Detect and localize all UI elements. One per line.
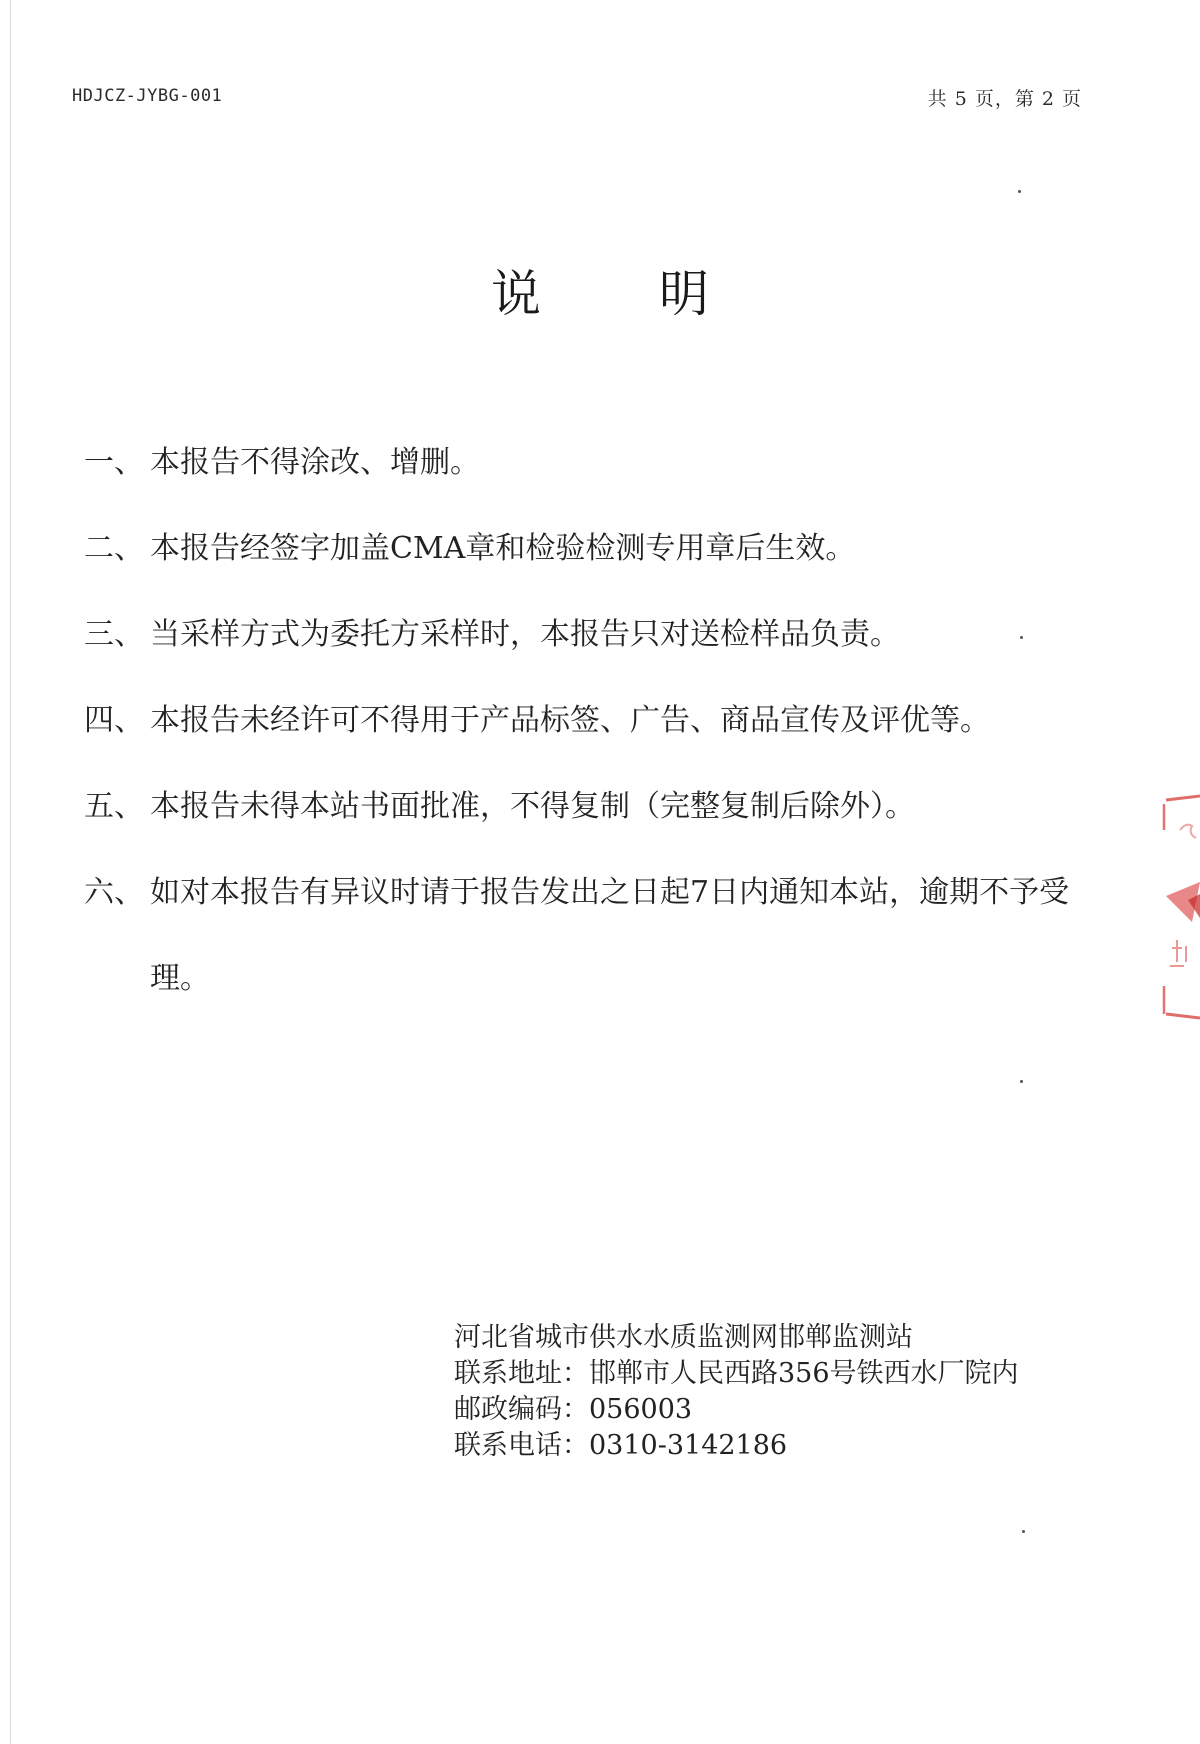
contact-phone: 联系电话：0310-3142186 [454,1430,788,1461]
note-item-5 [84,764,1124,850]
note-item-6 [84,850,1124,1022]
page-count: 共 5 页，第 2 页 [927,88,1082,110]
note-text: 本报告未经许可不得用于产品标签、广告、商品宣传及评优等。 [150,703,990,738]
note-text: 本报告经签字加盖CMA章和检验检测专用章后生效。 [150,531,856,566]
note-number: 四、 [84,703,144,738]
note-item-1 [84,420,1124,506]
note-item-3 [84,592,1124,678]
postal-code: 邮政编码：056003 [454,1394,693,1425]
scan-speck [1020,636,1023,639]
note-item-2 [84,506,1124,592]
organization-name: 河北省城市供水水质监测网邯郸监测站 [454,1322,913,1353]
note-number: 三、 [84,617,144,652]
notes-list [84,420,1124,1022]
note-text: 本报告不得涂改、增删。 [150,445,480,480]
note-number: 一、 [84,445,144,480]
note-number: 五、 [84,789,144,824]
scan-speck [1018,190,1021,193]
scan-speck [1020,1080,1023,1083]
note-text: 当采样方式为委托方采样时，本报告只对送检样品负责。 [150,617,900,652]
page-title: 说明 [491,265,827,323]
note-number: 六、 [84,875,144,910]
contact-address: 联系地址：邯郸市人民西路356号铁西水厂院内 [454,1358,1019,1389]
seal-stamp-icon [1158,790,1200,1020]
note-item-4 [84,678,1124,764]
note-text: 如对本报告有异议时请于报告发出之日起7日内通知本站，逾期不予受理。 [150,875,1070,996]
scan-speck [1022,1530,1025,1533]
contact-block [454,1320,1019,1464]
document-code: HDJCZ-JYBG-001 [72,86,223,106]
note-text: 本报告未得本站书面批准，不得复制（完整复制后除外）。 [150,789,915,824]
note-number: 二、 [84,531,144,566]
